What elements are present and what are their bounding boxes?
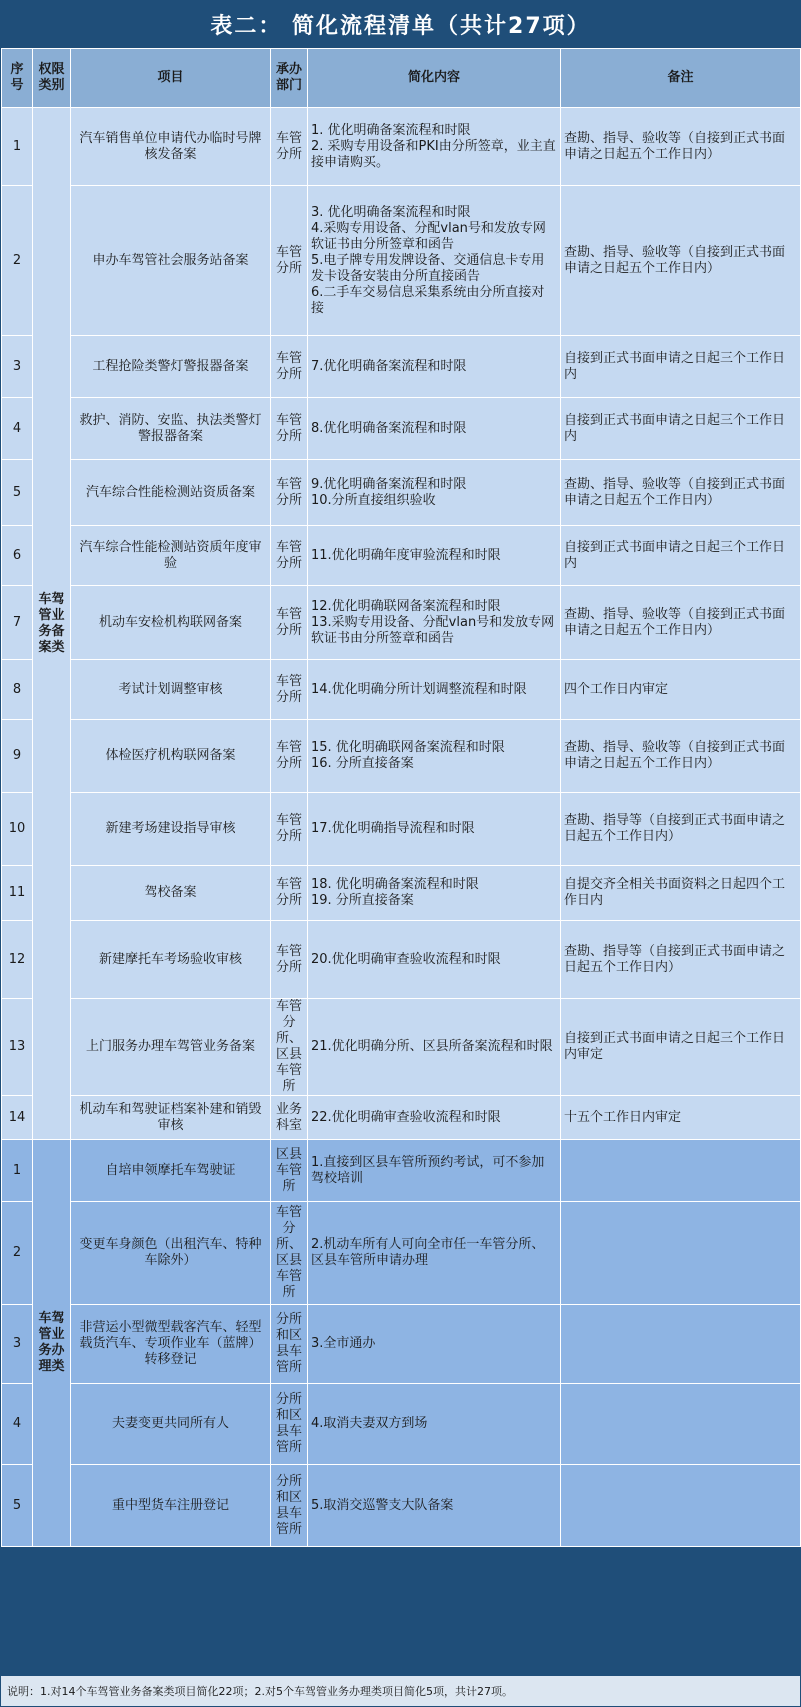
simplify-cell-text: 9.优化明确备案流程和时限 10.分所直接组织验收 bbox=[311, 476, 467, 508]
dept-cell: 车管分所 bbox=[271, 586, 308, 660]
table-row bbox=[2, 398, 801, 460]
table-row bbox=[2, 1305, 801, 1384]
table-row bbox=[2, 108, 801, 186]
row-number: 7 bbox=[2, 586, 33, 660]
item-cell: 工程抢险类警灯警报器备案 bbox=[71, 336, 271, 398]
row-number: 4 bbox=[2, 1384, 33, 1465]
simplify-cell-text: 3.全市通办 bbox=[311, 1336, 376, 1351]
row-number: 2 bbox=[2, 1202, 33, 1305]
row-number: 13 bbox=[2, 999, 33, 1096]
row-number: 10 bbox=[2, 793, 33, 866]
dept-cell: 区县车管所 bbox=[271, 1140, 308, 1202]
dept-cell: 分所和区县车管所 bbox=[271, 1384, 308, 1465]
note-cell: 自接到正式书面申请之日起三个工作日内 bbox=[561, 398, 801, 460]
dept-cell: 车管分所 bbox=[271, 336, 308, 398]
simplify-cell bbox=[308, 1140, 561, 1202]
note-cell: 自接到正式书面申请之日起三个工作日内 bbox=[561, 336, 801, 398]
simplify-cell bbox=[308, 1305, 561, 1384]
header-no: 序号 bbox=[2, 49, 33, 108]
row-number: 1 bbox=[2, 108, 33, 186]
row-number: 6 bbox=[2, 526, 33, 586]
note-cell: 查勘、指导等（自接到正式书面申请之日起五个工作日内） bbox=[561, 793, 801, 866]
item-cell: 机动车和驾驶证档案补建和销毁审核 bbox=[71, 1096, 271, 1140]
note-cell bbox=[561, 1140, 801, 1202]
simplify-cell-text: 4.取消夫妻双方到场 bbox=[311, 1416, 428, 1431]
simplify-cell-text: 8.优化明确备案流程和时限 bbox=[311, 420, 467, 436]
table-row bbox=[2, 586, 801, 660]
row-number: 5 bbox=[2, 460, 33, 526]
simplify-cell bbox=[308, 586, 561, 660]
simplify-cell bbox=[308, 1384, 561, 1465]
note-cell bbox=[561, 1384, 801, 1465]
simplify-cell-text: 12.优化明确联网备案流程和时限 13.采购专用设备、分配vlan号和发放专网软证书由分所签章和函告 bbox=[311, 598, 555, 646]
dept-cell: 车管分所 bbox=[271, 660, 308, 720]
simplified-process-table bbox=[1, 48, 801, 1547]
table-row bbox=[2, 660, 801, 720]
header-note: 备注 bbox=[561, 49, 801, 108]
dept-cell: 业务科室 bbox=[271, 1096, 308, 1140]
dept-cell: 车管分所 bbox=[271, 398, 308, 460]
note-cell: 四个工作日内审定 bbox=[561, 660, 801, 720]
table-row bbox=[2, 866, 801, 921]
dept-cell: 分所和区县车管所 bbox=[271, 1305, 308, 1384]
simplify-cell bbox=[308, 720, 561, 793]
table-row bbox=[2, 1096, 801, 1140]
dept-cell: 车管分所 bbox=[271, 186, 308, 336]
simplify-cell bbox=[308, 921, 561, 999]
note-cell: 自接到正式书面申请之日起三个工作日内 bbox=[561, 526, 801, 586]
item-cell: 申办车驾管社会服务站备案 bbox=[71, 186, 271, 336]
note-cell: 十五个工作日内审定 bbox=[561, 1096, 801, 1140]
simplify-cell bbox=[308, 1202, 561, 1305]
simplify-cell bbox=[308, 460, 561, 526]
dept-cell: 车管分所 bbox=[271, 793, 308, 866]
simplify-cell-text: 1. 优化明确备案流程和时限 2. 采购专用设备和PKI由分所签章，业主直接申请购买。 bbox=[311, 122, 556, 170]
simplify-cell-text: 11.优化明确年度审验流程和时限 bbox=[311, 547, 501, 563]
group-handling bbox=[2, 1140, 801, 1547]
simplify-cell bbox=[308, 526, 561, 586]
item-cell: 新建考场建设指导审核 bbox=[71, 793, 271, 866]
row-number: 4 bbox=[2, 398, 33, 460]
note-cell: 查勘、指导、验收等（自接到正式书面申请之日起五个工作日内） bbox=[561, 460, 801, 526]
note-cell: 查勘、指导、验收等（自接到正式书面申请之日起五个工作日内） bbox=[561, 186, 801, 336]
note-cell: 查勘、指导、验收等（自接到正式书面申请之日起五个工作日内） bbox=[561, 720, 801, 793]
table-row bbox=[2, 720, 801, 793]
table-row bbox=[2, 1140, 801, 1202]
row-number: 12 bbox=[2, 921, 33, 999]
row-number: 2 bbox=[2, 186, 33, 336]
note-cell bbox=[561, 1202, 801, 1305]
dept-cell: 车管分所 bbox=[271, 526, 308, 586]
group-filing bbox=[2, 108, 801, 1140]
simplify-cell-text: 7.优化明确备案流程和时限 bbox=[311, 358, 467, 374]
header-simplify: 简化内容 bbox=[308, 49, 561, 108]
header-item: 项目 bbox=[71, 49, 271, 108]
table-row bbox=[2, 921, 801, 999]
table-row bbox=[2, 1384, 801, 1465]
dept-cell: 车管分所 bbox=[271, 108, 308, 186]
dept-cell: 车管分所 bbox=[271, 460, 308, 526]
simplify-cell bbox=[308, 866, 561, 921]
simplify-cell-text: 1.直接到区县车管所预约考试，可不参加驾校培训 bbox=[311, 1154, 545, 1186]
category-cell: 车驾管业务备案类 bbox=[33, 108, 71, 1140]
row-number: 5 bbox=[2, 1465, 33, 1547]
row-number: 3 bbox=[2, 336, 33, 398]
simplify-cell bbox=[308, 398, 561, 460]
table-row bbox=[2, 460, 801, 526]
note-cell bbox=[561, 1305, 801, 1384]
dept-cell: 车管分所 bbox=[271, 720, 308, 793]
item-cell: 汽车综合性能检测站资质年度审验 bbox=[71, 526, 271, 586]
row-number: 1 bbox=[2, 1140, 33, 1202]
item-cell: 非营运小型微型载客汽车、轻型载货汽车、专项作业车（蓝牌）转移登记 bbox=[71, 1305, 271, 1384]
simplify-cell bbox=[308, 108, 561, 186]
item-cell: 重中型货车注册登记 bbox=[71, 1465, 271, 1547]
dept-cell: 车管分所、区县车管所 bbox=[271, 999, 308, 1096]
table-row bbox=[2, 186, 801, 336]
simplify-cell-text: 15. 优化明确联网备案流程和时限 16. 分所直接备案 bbox=[311, 740, 505, 771]
dept-cell: 车管分所、区县车管所 bbox=[271, 1202, 308, 1305]
category-cell: 车驾管业务办理类 bbox=[33, 1140, 71, 1547]
simplify-cell bbox=[308, 660, 561, 720]
dept-cell: 车管分所 bbox=[271, 866, 308, 921]
simplify-cell bbox=[308, 793, 561, 866]
dept-cell: 车管分所 bbox=[271, 921, 308, 999]
table-row bbox=[2, 793, 801, 866]
item-cell: 变更车身颜色（出租汽车、特种车除外） bbox=[71, 1202, 271, 1305]
table-row bbox=[2, 1465, 801, 1547]
row-number: 11 bbox=[2, 866, 33, 921]
row-number: 3 bbox=[2, 1305, 33, 1384]
dept-cell: 分所和区县车管所 bbox=[271, 1465, 308, 1547]
footer-note: 说明：1.对14个车驾管业务备案类项目简化22项；2.对5个车驾管业务办理类项目简化5项，共计27项。 bbox=[1, 1676, 800, 1706]
header-row bbox=[2, 49, 801, 108]
item-cell: 汽车综合性能检测站资质备案 bbox=[71, 460, 271, 526]
simplify-cell-text: 14.优化明确分所计划调整流程和时限 bbox=[311, 681, 527, 697]
row-number: 9 bbox=[2, 720, 33, 793]
item-cell: 考试计划调整审核 bbox=[71, 660, 271, 720]
simplify-cell-text: 3. 优化明确备案流程和时限 4.采购专用设备、分配vlan号和发放专网软证书由分所签章和函告 5.电子牌专用发牌设备、交通信息卡专用发卡设备安装由分所直接函告 6.二手车交易信息采集系统由分所直接对接 bbox=[311, 204, 546, 316]
item-cell: 机动车安检机构联网备案 bbox=[71, 586, 271, 660]
table-row bbox=[2, 526, 801, 586]
item-cell: 自培申领摩托车驾驶证 bbox=[71, 1140, 271, 1202]
simplify-cell bbox=[308, 336, 561, 398]
simplify-cell-text: 2.机动车所有人可向全市任一车管分所、区县车管所申请办理 bbox=[311, 1237, 545, 1268]
row-number: 8 bbox=[2, 660, 33, 720]
item-cell: 体检医疗机构联网备案 bbox=[71, 720, 271, 793]
simplify-cell-text: 18. 优化明确备案流程和时限 19. 分所直接备案 bbox=[311, 877, 479, 908]
table-row bbox=[2, 1202, 801, 1305]
item-cell: 汽车销售单位申请代办临时号牌核发备案 bbox=[71, 108, 271, 186]
note-cell: 查勘、指导、验收等（自接到正式书面申请之日起五个工作日内） bbox=[561, 108, 801, 186]
table-row bbox=[2, 336, 801, 398]
simplify-cell-text: 21.优化明确分所、区县所备案流程和时限 bbox=[311, 1039, 553, 1054]
simplify-cell bbox=[308, 1096, 561, 1140]
item-cell: 夫妻变更共同所有人 bbox=[71, 1384, 271, 1465]
note-cell: 查勘、指导等（自接到正式书面申请之日起五个工作日内） bbox=[561, 921, 801, 999]
simplify-cell-text: 5.取消交巡警支大队备案 bbox=[311, 1497, 454, 1513]
simplify-cell bbox=[308, 999, 561, 1096]
row-number: 14 bbox=[2, 1096, 33, 1140]
simplify-cell-text: 17.优化明确指导流程和时限 bbox=[311, 821, 475, 836]
table-title: 表二： 简化流程清单（共计27项） bbox=[0, 0, 801, 48]
header-category: 权限类别 bbox=[33, 49, 71, 108]
item-cell: 新建摩托车考场验收审核 bbox=[71, 921, 271, 999]
item-cell: 上门服务办理车驾管业务备案 bbox=[71, 999, 271, 1096]
header-dept: 承办部门 bbox=[271, 49, 308, 108]
simplify-cell-text: 22.优化明确审查验收流程和时限 bbox=[311, 1109, 501, 1125]
note-cell: 查勘、指导、验收等（自接到正式书面申请之日起五个工作日内） bbox=[561, 586, 801, 660]
simplify-cell bbox=[308, 186, 561, 336]
item-cell: 救护、消防、安监、执法类警灯警报器备案 bbox=[71, 398, 271, 460]
simplify-cell-text: 20.优化明确审查验收流程和时限 bbox=[311, 951, 501, 967]
item-cell: 驾校备案 bbox=[71, 866, 271, 921]
simplify-cell bbox=[308, 1465, 561, 1547]
note-cell: 自接到正式书面申请之日起三个工作日内审定 bbox=[561, 999, 801, 1096]
note-cell: 自提交齐全相关书面资料之日起四个工作日内 bbox=[561, 866, 801, 921]
table-row bbox=[2, 999, 801, 1096]
note-cell bbox=[561, 1465, 801, 1547]
